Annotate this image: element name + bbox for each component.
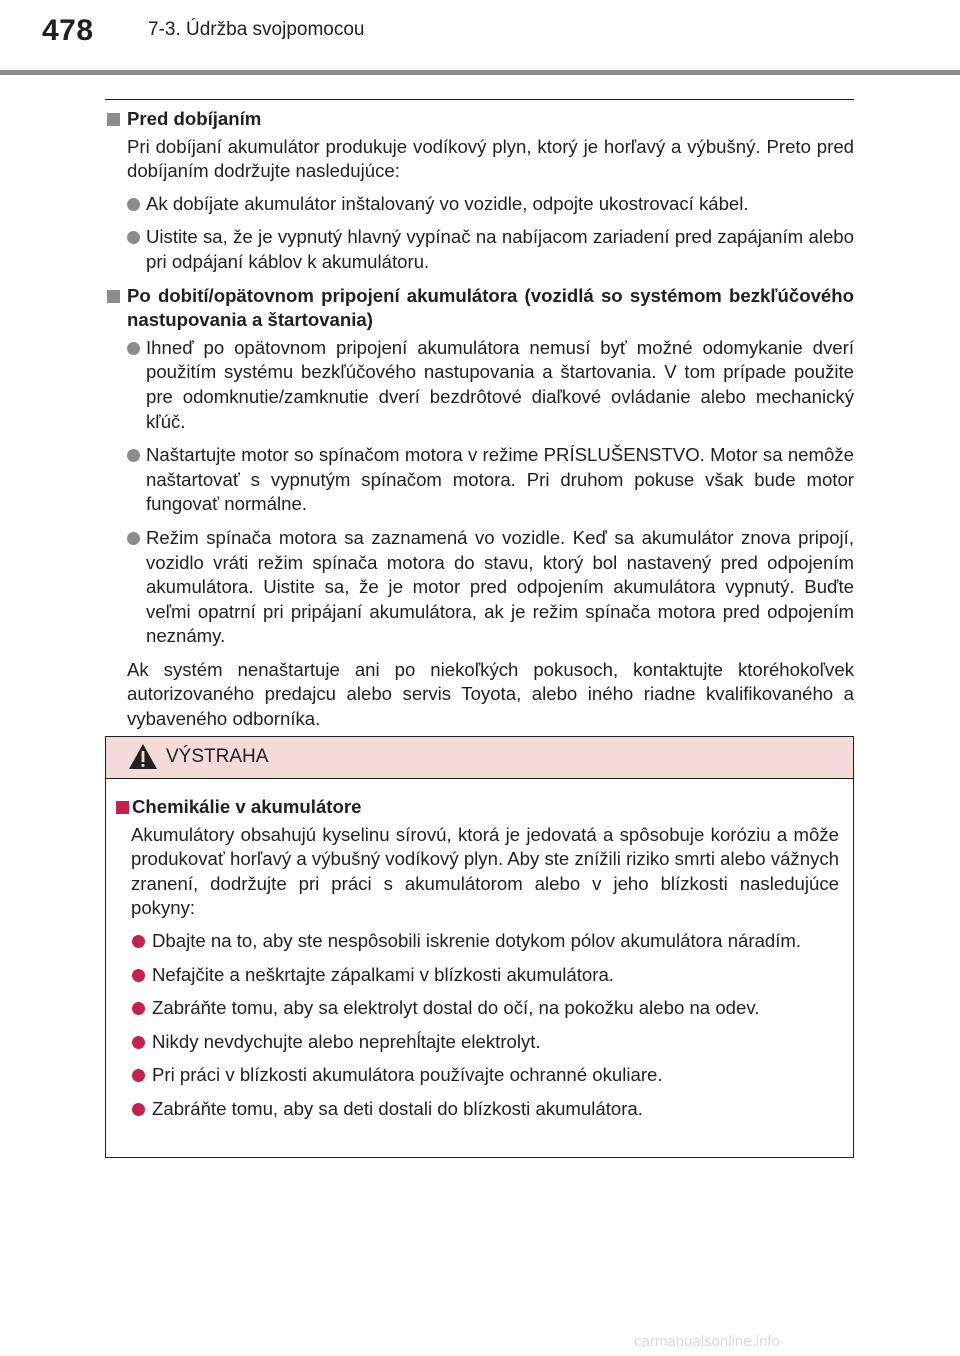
list-item: Dbajte na to, aby ste nespôsobili iskrenie dotykom pólov akumulátora náradím.: [115, 929, 839, 954]
main-content: [106, 107, 854, 740]
list-item: Ak dobíjate akumulátor inštalovaný vo vozidle, odpojte ukostrovací kábel.: [106, 192, 854, 217]
round-bullet-icon: [127, 532, 140, 545]
header-divider: [0, 70, 960, 75]
square-bullet-icon: [107, 113, 120, 126]
list-item: Nikdy nevdychujte alebo neprehĺtajte elektrolyt.: [115, 1030, 839, 1055]
round-bullet-icon: [132, 969, 145, 982]
round-bullet-icon: [127, 198, 140, 211]
section-intro: Pri dobíjaní akumulátor produkuje vodíkový plyn, ktorý je horľavý a výbušný. Preto pred dobíjaním dodržujte nasledujúce:: [127, 135, 854, 182]
square-bullet-icon: [116, 801, 129, 814]
list-item: Zabráňte tomu, aby sa elektrolyt dostal do očí, na pokožku alebo na odev.: [115, 996, 839, 1021]
round-bullet-icon: [132, 1103, 145, 1116]
section-title-after-charging: Po dobití/opätovnom pripojení akumulátora (vozidlá so systémom bezkľúčového nastupovania a štartovania): [106, 284, 854, 333]
warning-box: [105, 736, 854, 1158]
page-header: [0, 0, 960, 80]
list-item: Uistite sa, že je vypnutý hlavný vypínač na nabíjacom zariadení pred zapájaním alebo pri odpájaní káblov k akumulátoru.: [106, 225, 854, 274]
list-item: Naštartujte motor so spínačom motora v režime PRÍSLUŠENSTVO. Motor sa nemôže naštartovať s vypnutým spínačom motora. Pri druhom pokuse však bude motor fungovať normálne.: [106, 443, 854, 517]
list-item: Režim spínača motora sa zaznamená vo vozidle. Keď sa akumulátor znova pripojí, vozidlo vráti režim spínača motora do stavu, ktorý bol nastavený pred odpojením akumulátora. Uistite sa, že je motor pred odpojením akumulátora vypnutý. Buďte veľmi opatrní pri pripájaní akumulátora, ak je režim spínača motora pred odpojením neznámy.: [106, 526, 854, 649]
round-bullet-icon: [127, 449, 140, 462]
watermark: carmanualsonline.info: [634, 1333, 780, 1350]
warning-triangle-icon: [128, 743, 158, 770]
square-bullet-icon: [107, 290, 120, 303]
list-item: Zabráňte tomu, aby sa deti dostali do blízkosti akumulátora.: [115, 1097, 839, 1122]
round-bullet-icon: [132, 935, 145, 948]
round-bullet-icon: [132, 1002, 145, 1015]
section-rule: [105, 99, 854, 100]
list-item: Ihneď po opätovnom pripojení akumulátora nemusí byť možné odomykanie dverí použitím systému bezkľúčového nastupovania a štartovania. V tom prípade použite pre odomknutie/zamknutie dverí bezdrôtové diaľkové ovládanie alebo mechanický kľúč.: [106, 336, 854, 434]
warning-header: [106, 737, 853, 779]
section-title-before-charging: Pred dobíjaním: [106, 107, 854, 132]
section-closing: Ak systém nenaštartuje ani po niekoľkých pokusoch, kontaktujte ktoréhokoľvek autorizovaného predajcu alebo servis Toyota, alebo iného riadne kvalifikovaného a vybaveného odborníka.: [127, 658, 854, 730]
list-item: Pri práci v blízkosti akumulátora používajte ochranné okuliare.: [115, 1063, 839, 1088]
round-bullet-icon: [127, 342, 140, 355]
warning-title: Chemikálie v akumulátore: [115, 795, 839, 820]
page-number: 478: [42, 14, 94, 47]
round-bullet-icon: [127, 231, 140, 244]
round-bullet-icon: [132, 1036, 145, 1049]
list-item: Nefajčite a neškrtajte zápalkami v blízkosti akumulátora.: [115, 963, 839, 988]
round-bullet-icon: [132, 1069, 145, 1082]
warning-intro: Akumulátory obsahujú kyselinu sírovú, ktorá je jedovatá a spôsobuje koróziu a môže produkovať horľavý a výbušný vodíkový plyn. Aby ste znížili riziko smrti alebo vážnych zranení, dodržujte pri práci s akumulátorom alebo v jeho blízkosti nasledujúce pokyny:: [131, 823, 839, 919]
warning-label: VÝSTRAHA: [166, 746, 269, 767]
chapter-title: 7-3. Údržba svojpomocou: [148, 19, 365, 40]
warning-body: [115, 795, 839, 1131]
